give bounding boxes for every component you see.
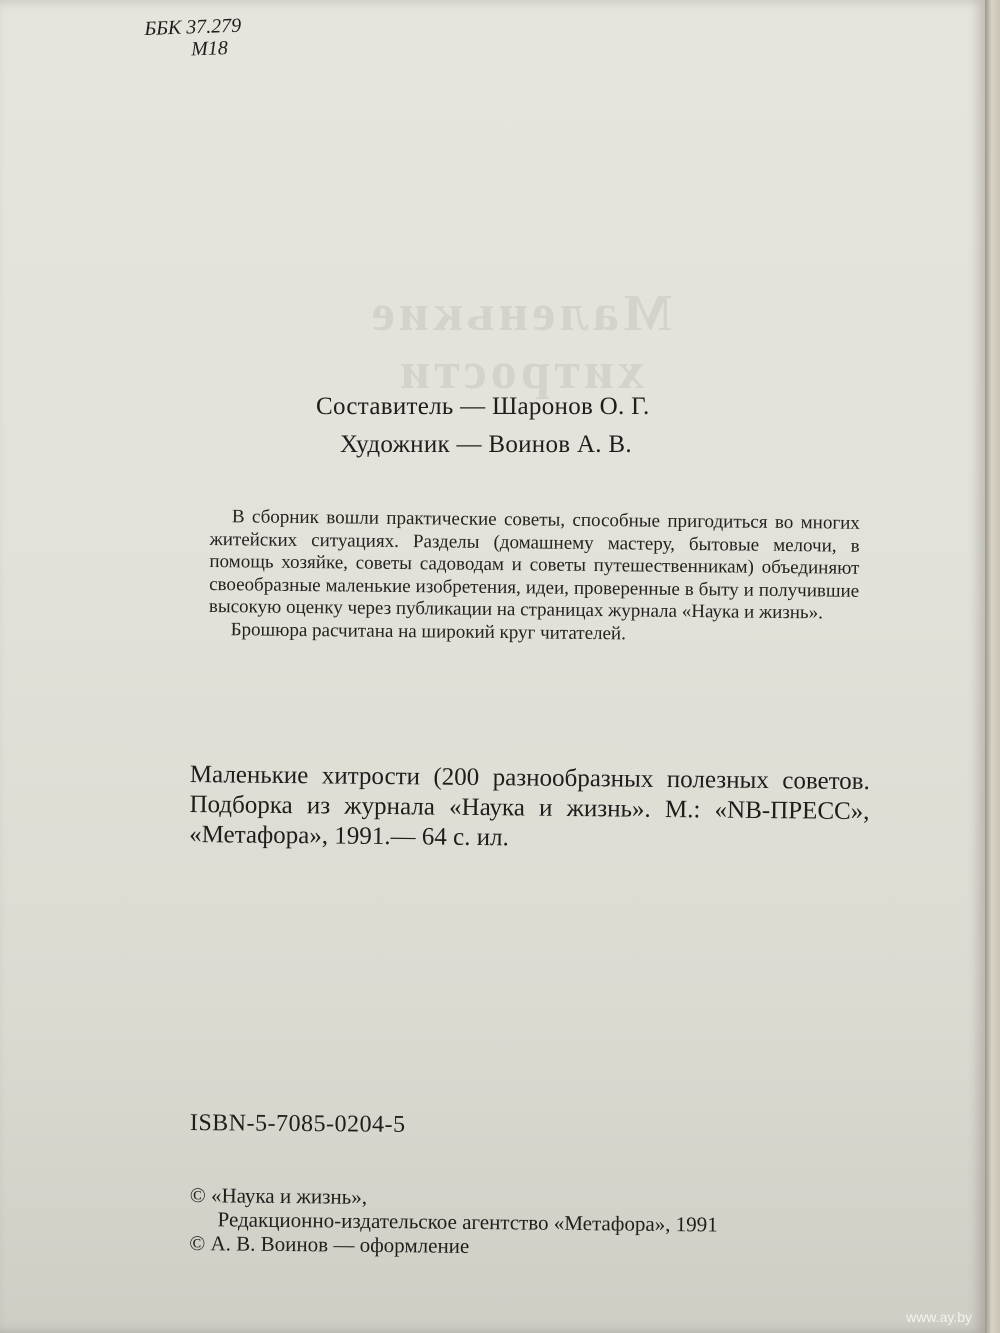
copyright-line-3: © А. В. Воинов — оформление — [189, 1230, 470, 1258]
show-through-line-1: Маленькие — [367, 285, 673, 342]
copyright-line-1: © «Наука и жизнь», — [189, 1183, 368, 1209]
show-through-title — [300, 285, 740, 401]
copyright-block — [189, 1183, 870, 1262]
bbk-classification — [144, 15, 242, 62]
bibliographic-text: Маленькие хитрости (200 разнообразных полезных советов. Подборка из журнала «Наука и жизнь». М.: «NB-ПРЕСС», «Метафора», 1991.— 64 с. ил. — [189, 760, 870, 852]
copyright-line-2: Редакционно-издательское агентство «Метафора», 1991 — [217, 1207, 718, 1237]
show-through-line-2: хитрости — [396, 343, 644, 400]
annotation-audience: Брошюра расчитана на широкий круг читателей. — [230, 618, 627, 644]
isbn: ISBN-5-7085-0204-5 — [189, 1110, 406, 1138]
watermark: www.ay.by — [906, 1309, 972, 1325]
artist-credit: Художник — Воинов А. В. — [340, 431, 632, 458]
bbk-author-mark: М18 — [190, 37, 229, 61]
compiler-credit: Составитель — Шаронов О. Г. — [316, 393, 650, 420]
bbk-code: ББК 37.279 — [144, 14, 242, 40]
annotation — [209, 506, 860, 648]
bibliographic-description — [189, 760, 870, 857]
annotation-paragraph: В сборник вошли практические советы, способные пригодиться во многих житейских ситуациях. Разделы (домашнему мастеру, бытовые мелочи, в помощь хозяйке, советы садоводам и советы путешественникам) объединяют своеобразные маленькие изобретения, идеи, проверенные в быту и получившие высокую оценку через публикации на страницах журнала «Наука и жизнь». — [208, 506, 860, 624]
next-page-edge — [985, 0, 1000, 1333]
